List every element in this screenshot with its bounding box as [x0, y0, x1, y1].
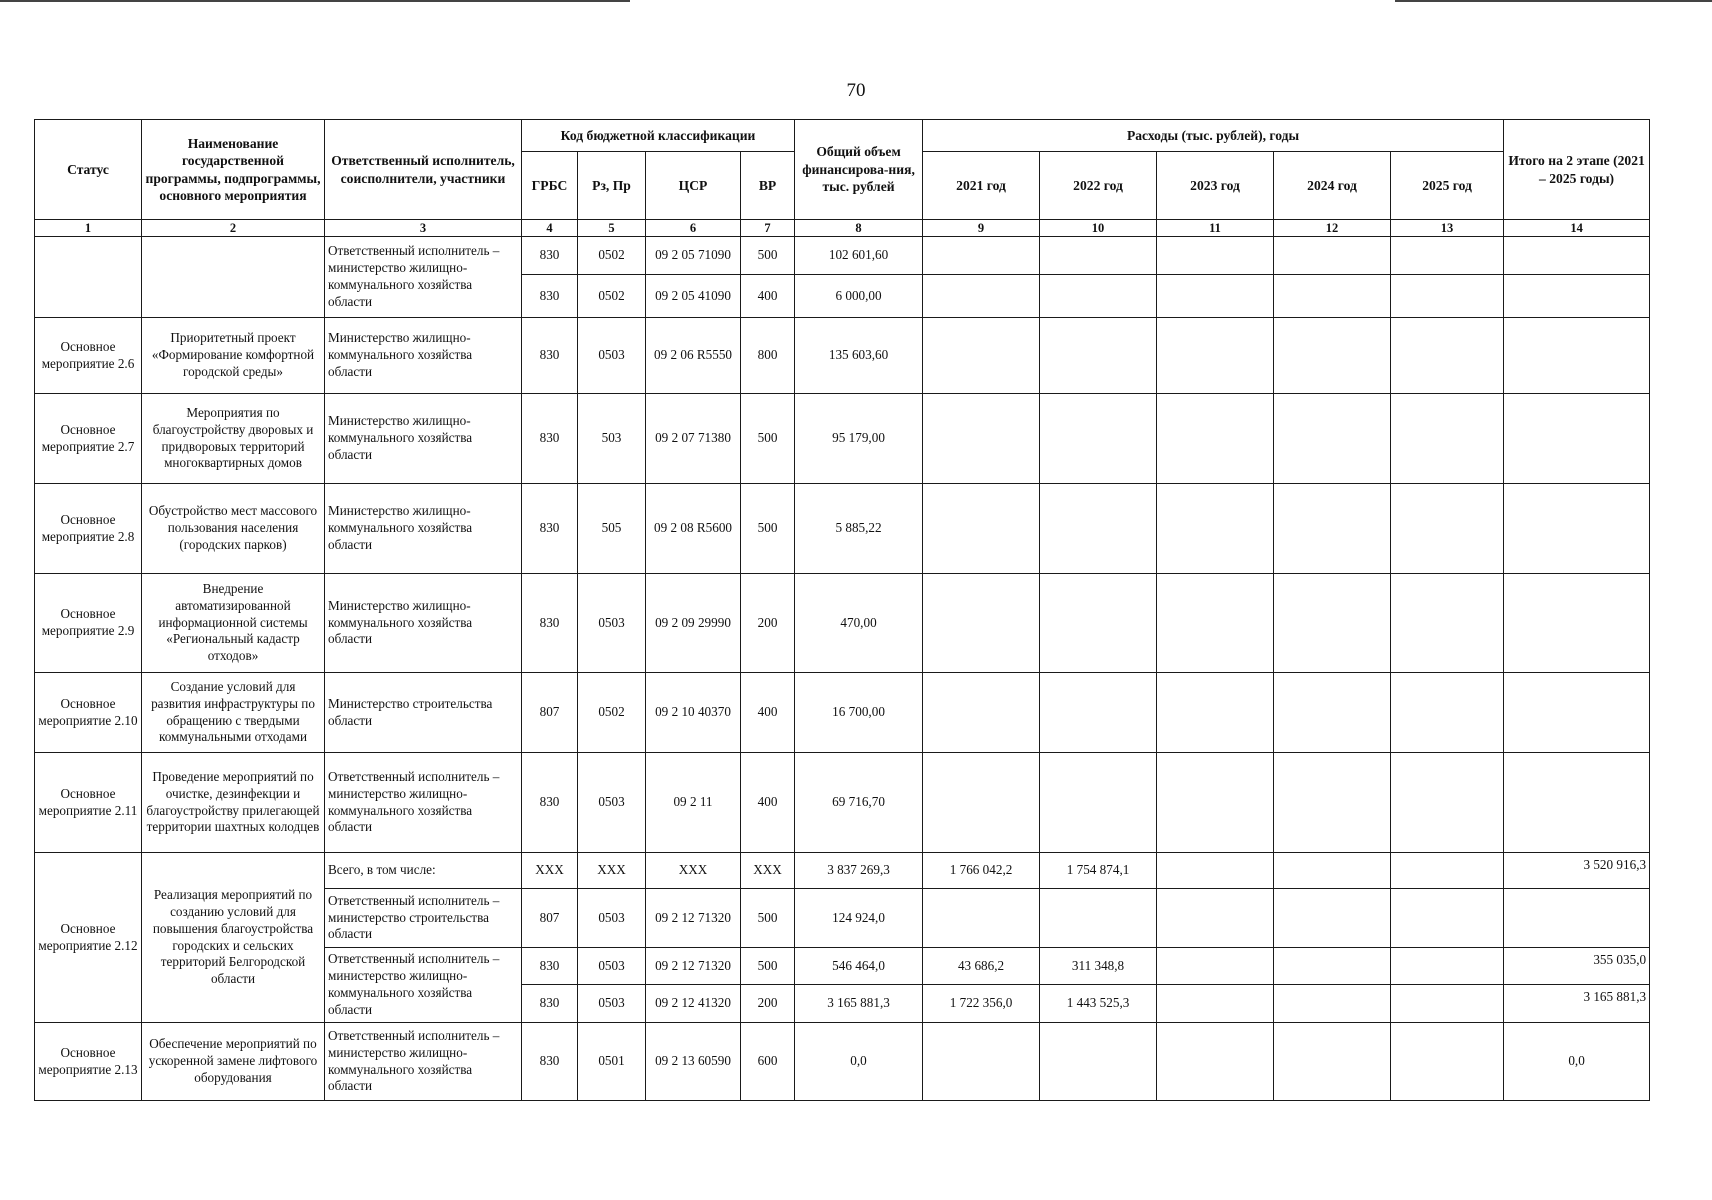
vr-cell: 600 [741, 1023, 795, 1101]
column-number: 6 [646, 220, 741, 237]
grbs-cell: 830 [522, 753, 578, 853]
status-cell: Основное мероприятие 2.12 [35, 853, 142, 1023]
header-year-2021: 2021 год [923, 152, 1040, 220]
status-cell: Основное мероприятие 2.7 [35, 394, 142, 484]
grbs-cell: 830 [522, 985, 578, 1023]
header-grbs: ГРБС [522, 152, 578, 220]
grbs-cell: 830 [522, 394, 578, 484]
year-2025-cell [1391, 394, 1504, 484]
vr-cell: 200 [741, 985, 795, 1023]
year-2024-cell [1274, 237, 1391, 275]
rzpr-cell: 0502 [578, 237, 646, 275]
vr-cell: 500 [741, 237, 795, 275]
csr-cell: 09 2 10 40370 [646, 673, 741, 753]
grbs-cell: ХХХ [522, 853, 578, 889]
name-cell: Обустройство мест массового пользования населения (городских парков) [142, 484, 325, 574]
header-total-volume: Общий объем финансирова-ния, тыс. рублей [795, 120, 923, 220]
total-cell: 0,0 [795, 1023, 923, 1101]
year-2021-cell [923, 318, 1040, 394]
name-cell: Приоритетный проект «Формирование комфортной городской среды» [142, 318, 325, 394]
header-itogo: Итого на 2 этапе (2021 – 2025 годы) [1504, 120, 1650, 220]
year-2023-cell [1157, 1023, 1274, 1101]
name-cell: Внедрение автоматизированной информационной системы «Региональный кадастр отходов» [142, 574, 325, 673]
rzpr-cell: 503 [578, 394, 646, 484]
year-2025-cell [1391, 889, 1504, 948]
year-2022-cell [1040, 889, 1157, 948]
year-2022-cell [1040, 484, 1157, 574]
itogo-cell [1504, 673, 1650, 753]
total-cell: 470,00 [795, 574, 923, 673]
year-2021-cell [923, 889, 1040, 948]
table-row [35, 1023, 1650, 1101]
year-2024-cell [1274, 948, 1391, 985]
total-cell: 124 924,0 [795, 889, 923, 948]
year-2021-cell [923, 753, 1040, 853]
itogo-cell: 3 165 881,3 [1504, 985, 1650, 1023]
csr-cell: 09 2 05 41090 [646, 275, 741, 318]
itogo-cell [1504, 889, 1650, 948]
grbs-cell: 830 [522, 237, 578, 275]
column-number: 13 [1391, 220, 1504, 237]
year-2021-cell [923, 574, 1040, 673]
column-number: 7 [741, 220, 795, 237]
table-row [35, 484, 1650, 574]
grbs-cell: 830 [522, 574, 578, 673]
year-2024-cell [1274, 574, 1391, 673]
itogo-cell [1504, 237, 1650, 275]
grbs-cell: 807 [522, 673, 578, 753]
vr-cell: 500 [741, 394, 795, 484]
year-2023-cell [1157, 394, 1274, 484]
csr-cell: 09 2 11 [646, 753, 741, 853]
total-cell: 102 601,60 [795, 237, 923, 275]
vr-cell: 500 [741, 484, 795, 574]
total-cell: 69 716,70 [795, 753, 923, 853]
itogo-cell [1504, 484, 1650, 574]
year-2022-cell: 1 443 525,3 [1040, 985, 1157, 1023]
year-2023-cell [1157, 985, 1274, 1023]
vr-cell: 400 [741, 673, 795, 753]
rzpr-cell: ХХХ [578, 853, 646, 889]
year-2025-cell [1391, 1023, 1504, 1101]
header-csr: ЦСР [646, 152, 741, 220]
year-2023-cell [1157, 275, 1274, 318]
year-2024-cell [1274, 275, 1391, 318]
status-cell: Основное мероприятие 2.11 [35, 753, 142, 853]
column-number: 12 [1274, 220, 1391, 237]
year-2021-cell [923, 275, 1040, 318]
executor-cell: Ответственный исполнитель – министерство жилищно-коммунального хозяйства области [325, 753, 522, 853]
vr-cell: 200 [741, 574, 795, 673]
column-number: 8 [795, 220, 923, 237]
year-2022-cell [1040, 237, 1157, 275]
budget-table-sheet [34, 119, 1649, 1101]
table-row [35, 318, 1650, 394]
year-2022-cell [1040, 275, 1157, 318]
total-cell: 135 603,60 [795, 318, 923, 394]
year-2024-cell [1274, 394, 1391, 484]
year-2023-cell [1157, 318, 1274, 394]
year-2022-cell [1040, 574, 1157, 673]
total-cell: 6 000,00 [795, 275, 923, 318]
executor-cell: Всего, в том числе: [325, 853, 522, 889]
year-2023-cell [1157, 237, 1274, 275]
column-number: 3 [325, 220, 522, 237]
grbs-cell: 830 [522, 484, 578, 574]
year-2025-cell [1391, 673, 1504, 753]
csr-cell: 09 2 06 R5550 [646, 318, 741, 394]
total-cell: 16 700,00 [795, 673, 923, 753]
rzpr-cell: 0503 [578, 318, 646, 394]
csr-cell: ХХХ [646, 853, 741, 889]
year-2021-cell [923, 1023, 1040, 1101]
grbs-cell: 830 [522, 275, 578, 318]
executor-cell: Министерство жилищно-коммунального хозяйства области [325, 318, 522, 394]
status-cell: Основное мероприятие 2.8 [35, 484, 142, 574]
year-2022-cell [1040, 318, 1157, 394]
header-row-1 [35, 120, 1650, 152]
header-year-2023: 2023 год [1157, 152, 1274, 220]
header-rzpr: Рз, Пр [578, 152, 646, 220]
csr-cell: 09 2 12 71320 [646, 889, 741, 948]
executor-cell: Ответственный исполнитель – министерство жилищно-коммунального хозяйства области [325, 1023, 522, 1101]
year-2024-cell [1274, 889, 1391, 948]
year-2023-cell [1157, 889, 1274, 948]
status-cell [35, 237, 142, 318]
year-2022-cell [1040, 753, 1157, 853]
year-2024-cell [1274, 985, 1391, 1023]
header-name: Наименование государственной программы, подпрограммы, основного мероприятия [142, 120, 325, 220]
year-2025-cell [1391, 484, 1504, 574]
executor-cell: Министерство жилищно-коммунального хозяйства области [325, 394, 522, 484]
status-cell: Основное мероприятие 2.9 [35, 574, 142, 673]
table-row [35, 753, 1650, 853]
itogo-cell [1504, 753, 1650, 853]
year-2023-cell [1157, 753, 1274, 853]
total-cell: 5 885,22 [795, 484, 923, 574]
year-2024-cell [1274, 1023, 1391, 1101]
rzpr-cell: 0503 [578, 753, 646, 853]
year-2022-cell [1040, 673, 1157, 753]
executor-cell: Ответственный исполнитель – министерство жилищно-коммунального хозяйства области [325, 237, 522, 318]
csr-cell: 09 2 12 41320 [646, 985, 741, 1023]
year-2023-cell [1157, 574, 1274, 673]
total-cell: 3 837 269,3 [795, 853, 923, 889]
itogo-cell: 3 520 916,3 [1504, 853, 1650, 889]
vr-cell: 500 [741, 889, 795, 948]
vr-cell: 500 [741, 948, 795, 985]
column-number: 14 [1504, 220, 1650, 237]
column-number: 9 [923, 220, 1040, 237]
vr-cell: 800 [741, 318, 795, 394]
year-2025-cell [1391, 985, 1504, 1023]
rzpr-cell: 0503 [578, 948, 646, 985]
year-2024-cell [1274, 318, 1391, 394]
column-number: 2 [142, 220, 325, 237]
executor-cell: Министерство жилищно-коммунального хозяйства области [325, 574, 522, 673]
year-2021-cell: 1 766 042,2 [923, 853, 1040, 889]
year-2023-cell [1157, 673, 1274, 753]
name-cell: Мероприятия по благоустройству дворовых и придворовых территорий многоквартирных домов [142, 394, 325, 484]
grbs-cell: 807 [522, 889, 578, 948]
csr-cell: 09 2 05 71090 [646, 237, 741, 275]
name-cell: Проведение мероприятий по очистке, дезинфекции и благоустройству прилегающей территории шахтных колодцев [142, 753, 325, 853]
budget-table [34, 119, 1650, 1101]
itogo-cell [1504, 318, 1650, 394]
year-2022-cell [1040, 394, 1157, 484]
year-2025-cell [1391, 318, 1504, 394]
executor-cell: Ответственный исполнитель – министерство строительства области [325, 889, 522, 948]
status-cell: Основное мероприятие 2.6 [35, 318, 142, 394]
rzpr-cell: 0502 [578, 673, 646, 753]
rzpr-cell: 0503 [578, 889, 646, 948]
itogo-cell [1504, 275, 1650, 318]
itogo-cell: 0,0 [1504, 1023, 1650, 1101]
csr-cell: 09 2 13 60590 [646, 1023, 741, 1101]
itogo-cell [1504, 394, 1650, 484]
header-year-2022: 2022 год [1040, 152, 1157, 220]
status-cell: Основное мероприятие 2.13 [35, 1023, 142, 1101]
rzpr-cell: 505 [578, 484, 646, 574]
rzpr-cell: 0502 [578, 275, 646, 318]
vr-cell: ХХХ [741, 853, 795, 889]
year-2024-cell [1274, 484, 1391, 574]
header-expenses: Расходы (тыс. рублей), годы [923, 120, 1504, 152]
year-2021-cell [923, 394, 1040, 484]
table-row [35, 853, 1650, 889]
year-2025-cell [1391, 753, 1504, 853]
year-2022-cell: 311 348,8 [1040, 948, 1157, 985]
header-year-2025: 2025 год [1391, 152, 1504, 220]
header-executor: Ответственный исполнитель, соисполнители, участники [325, 120, 522, 220]
csr-cell: 09 2 12 71320 [646, 948, 741, 985]
top-edge-line-right [1395, 0, 1712, 2]
executor-cell: Министерство строительства области [325, 673, 522, 753]
year-2021-cell [923, 673, 1040, 753]
year-2022-cell: 1 754 874,1 [1040, 853, 1157, 889]
status-cell: Основное мероприятие 2.10 [35, 673, 142, 753]
vr-cell: 400 [741, 753, 795, 853]
header-status: Статус [35, 120, 142, 220]
table-row [35, 237, 1650, 275]
column-number: 5 [578, 220, 646, 237]
executor-cell: Ответственный исполнитель – министерство жилищно-коммунального хозяйства области [325, 948, 522, 1023]
year-2024-cell [1274, 753, 1391, 853]
total-cell: 95 179,00 [795, 394, 923, 484]
year-2021-cell: 1 722 356,0 [923, 985, 1040, 1023]
column-number-row [35, 220, 1650, 237]
grbs-cell: 830 [522, 318, 578, 394]
itogo-cell [1504, 574, 1650, 673]
itogo-cell: 355 035,0 [1504, 948, 1650, 985]
rzpr-cell: 0503 [578, 985, 646, 1023]
csr-cell: 09 2 08 R5600 [646, 484, 741, 574]
year-2023-cell [1157, 853, 1274, 889]
page-number: 70 [846, 80, 866, 101]
rzpr-cell: 0501 [578, 1023, 646, 1101]
name-cell: Реализация мероприятий по созданию условий для повышения благоустройства городских и сельских территорий Белгородской области [142, 853, 325, 1023]
column-number: 11 [1157, 220, 1274, 237]
table-row [35, 673, 1650, 753]
column-number: 10 [1040, 220, 1157, 237]
header-year-2024: 2024 год [1274, 152, 1391, 220]
executor-cell: Министерство жилищно-коммунального хозяйства области [325, 484, 522, 574]
year-2022-cell [1040, 1023, 1157, 1101]
year-2023-cell [1157, 484, 1274, 574]
table-row [35, 394, 1650, 484]
year-2025-cell [1391, 853, 1504, 889]
year-2025-cell [1391, 275, 1504, 318]
table-row [35, 574, 1650, 673]
header-budget-code: Код бюджетной классификации [522, 120, 795, 152]
column-number: 1 [35, 220, 142, 237]
name-cell [142, 237, 325, 318]
top-edge-line-left [0, 0, 630, 2]
grbs-cell: 830 [522, 1023, 578, 1101]
total-cell: 546 464,0 [795, 948, 923, 985]
csr-cell: 09 2 07 71380 [646, 394, 741, 484]
total-cell: 3 165 881,3 [795, 985, 923, 1023]
year-2025-cell [1391, 574, 1504, 673]
year-2021-cell: 43 686,2 [923, 948, 1040, 985]
header-vr: ВР [741, 152, 795, 220]
year-2021-cell [923, 484, 1040, 574]
csr-cell: 09 2 09 29990 [646, 574, 741, 673]
year-2025-cell [1391, 948, 1504, 985]
grbs-cell: 830 [522, 948, 578, 985]
year-2024-cell [1274, 673, 1391, 753]
year-2024-cell [1274, 853, 1391, 889]
year-2021-cell [923, 237, 1040, 275]
name-cell: Обеспечение мероприятий по ускоренной замене лифтового оборудования [142, 1023, 325, 1101]
year-2025-cell [1391, 237, 1504, 275]
column-number: 4 [522, 220, 578, 237]
year-2023-cell [1157, 948, 1274, 985]
rzpr-cell: 0503 [578, 574, 646, 673]
name-cell: Создание условий для развития инфраструктуры по обращению с твердыми коммунальными отходами [142, 673, 325, 753]
vr-cell: 400 [741, 275, 795, 318]
